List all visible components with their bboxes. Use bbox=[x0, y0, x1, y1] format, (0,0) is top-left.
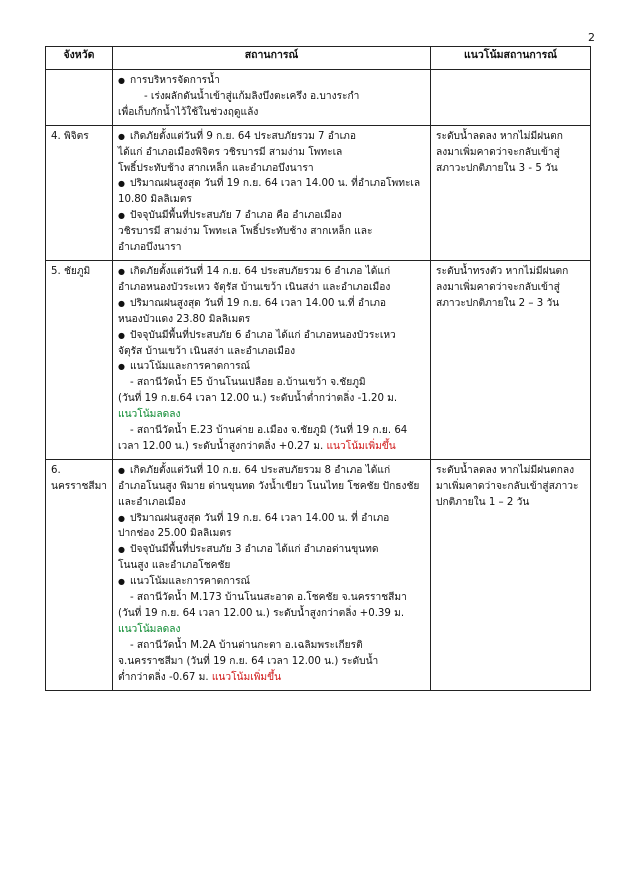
text-line: ระดับน้ำลดลง หากไม่มีฝนตกลง bbox=[436, 464, 575, 476]
text-line: (วันที่ 19 ก.ย. 64 เวลา 12.00 น.) ระดับน้ำสูงกว่าตลิ่ง +0.39 ม. bbox=[118, 608, 405, 619]
province-cell bbox=[46, 70, 113, 126]
header-situation: สถานการณ์ bbox=[113, 47, 431, 70]
text-line: - เร่งผลักดันน้ำเข้าสู่แก้มลิงบึงตะเครึง อ.บางระกำ bbox=[144, 90, 360, 102]
text-line: สภาวะปกติภายใน 2 – 3 วัน bbox=[436, 297, 560, 309]
situation-table bbox=[45, 46, 591, 691]
trend-label-decrease: แนวโน้มลดลง bbox=[118, 623, 181, 635]
text-line: โพธิ์ประทับช้าง สากเหล็ก และอำเภอบึงนารา bbox=[118, 162, 314, 174]
bullet-item: ● ปัจจุบันมีพื้นที่ประสบภัย 7 อำเภอ คือ อำเภอเมือง bbox=[118, 208, 425, 224]
situation-cell bbox=[113, 125, 431, 260]
bullet-item: ● ปริมาณฝนสูงสุด วันที่ 19 ก.ย. 64 เวลา 14.00 น. ที่ อำเภอ bbox=[118, 511, 425, 527]
trend-label-decrease: แนวโน้มลดลง bbox=[118, 409, 181, 421]
text-line: จัตุรัส บ้านเขว้า เนินสง่า และอำเภอเมือง bbox=[118, 345, 296, 357]
text-line: อำเภอบึงนารา bbox=[118, 242, 182, 254]
text-line: - สถานีวัดน้ำ M.173 บ้านโนนสะอาด อ.โชคชัย จ.นครราชสีมา bbox=[130, 592, 407, 604]
text-line: หนองบัวแดง 23.80 มิลลิเมตร bbox=[118, 313, 251, 325]
text-line: ลงมาเพิ่มคาดว่าจะกลับเข้าสู่ bbox=[436, 146, 560, 158]
trend-label-increase: แนวโน้มเพิ่มขึ้น bbox=[211, 671, 282, 683]
province-cell: 6. นครราชสีมา bbox=[46, 459, 113, 690]
header-trend: แนวโน้มสถานการณ์ bbox=[431, 47, 591, 70]
text-line: (วันที่ 19 ก.ย.64 เวลา 12.00 น.) ระดับน้ำต่ำกว่าตลิ่ง -1.20 ม. bbox=[118, 393, 398, 405]
trend-cell bbox=[431, 125, 591, 260]
text-line: เวลา 12.00 น.) ระดับน้ำสูงกว่าตลิ่ง +0.27 ม. แนวโน้มเพิ่มขึ้น bbox=[118, 440, 396, 452]
bullet-item: ● เกิดภัยตั้งแต่วันที่ 10 ก.ย. 64 ประสบภัยรวม 8 อำเภอ ได้แก่ bbox=[118, 463, 425, 479]
table-header-row bbox=[46, 47, 591, 70]
bullet-item: ● เกิดภัยตั้งแต่วันที่ 14 ก.ย. 64 ประสบภัยรวม 6 อำเภอ ได้แก่ bbox=[118, 264, 425, 280]
text-line: ต่ำกว่าตลิ่ง -0.67 ม. แนวโน้มเพิ่มขึ้น bbox=[118, 671, 282, 683]
bullet-item: ● ปริมาณฝนสูงสุด วันที่ 19 ก.ย. 64 เวลา 14.00 น. ที่อำเภอโพทะเล bbox=[118, 176, 425, 192]
bullet-item: ● เกิดภัยตั้งแต่วันที่ 9 ก.ย. 64 ประสบภัยรวม 7 อำเภอ bbox=[118, 129, 425, 145]
text-line: ระดับน้ำลดลง หากไม่มีฝนตก bbox=[436, 130, 563, 142]
trend-cell bbox=[431, 260, 591, 459]
bullet-item: ● แนวโน้มและการคาดการณ์ bbox=[118, 574, 425, 590]
text-line: ระดับน้ำทรงตัว หากไม่มีฝนตก bbox=[436, 265, 569, 277]
text-line: มาเพิ่มคาดว่าจะกลับเข้าสู่สภาวะ bbox=[436, 480, 579, 492]
header-province: จังหวัด bbox=[46, 47, 113, 70]
bullet-item: ● ปัจจุบันมีพื้นที่ประสบภัย 6 อำเภอ ได้แก่ อำเภอหนองบัวระเหว bbox=[118, 328, 425, 344]
bullet-item: ● การบริหารจัดการน้ำ bbox=[118, 73, 425, 89]
table-row bbox=[46, 125, 591, 260]
table-row bbox=[46, 70, 591, 126]
text-line: - สถานีวัดน้ำ E5 บ้านโนนเปลือย อ.บ้านเขว้า จ.ชัยภูมิ bbox=[130, 377, 366, 389]
text-line: - สถานีวัดน้ำ E.23 บ้านค่าย อ.เมือง จ.ชัยภูมิ (วันที่ 19 ก.ย. 64 bbox=[130, 425, 408, 437]
province-cell: 5. ชัยภูมิ bbox=[46, 260, 113, 459]
bullet-item: ● แนวโน้มและการคาดการณ์ bbox=[118, 359, 425, 375]
table-row bbox=[46, 459, 591, 690]
text-line: อำเภอหนองบัวระเหว จัตุรัส บ้านเขว้า เนินสง่า และอำเภอเมือง bbox=[118, 281, 391, 293]
text-line: สภาวะปกติภายใน 3 - 5 วัน bbox=[436, 162, 558, 174]
text-line: - สถานีวัดน้ำ M.2A บ้านด่านกะตา อ.เฉลิมพระเกียรติ bbox=[130, 639, 363, 651]
situation-cell bbox=[113, 260, 431, 459]
text-line: วชิรบารมี สามง่าม โพทะเล โพธิ์ประทับช้าง สากเหล็ก และ bbox=[118, 226, 373, 238]
text-line: จ.นครราชสีมา (วันที่ 19 ก.ย. 64 เวลา 12.00 น.) ระดับน้ำ bbox=[118, 655, 379, 667]
page-number: 2 bbox=[588, 31, 595, 44]
text-line: 10.80 มิลลิเมตร bbox=[118, 194, 192, 206]
text-line: เพื่อเก็บกักน้ำไว้ใช้ในช่วงฤดูแล้ง bbox=[118, 106, 259, 118]
trend-label-increase: แนวโน้มเพิ่มขึ้น bbox=[326, 440, 396, 452]
province-cell: 4. พิจิตร bbox=[46, 125, 113, 260]
text-line: ปกติภายใน 1 – 2 วัน bbox=[436, 496, 530, 508]
text-line: ปากช่อง 25.00 มิลลิเมตร bbox=[118, 528, 232, 540]
text-line: โนนสูง และอำเภอโชคชัย bbox=[118, 560, 231, 572]
text-line: ได้แก่ อำเภอเมืองพิจิตร วชิรบารมี สามง่าม โพทะเล bbox=[118, 146, 343, 158]
situation-cell bbox=[113, 459, 431, 690]
situation-cell bbox=[113, 70, 431, 126]
text-line: อำเภอโนนสูง พิมาย ด่านขุนทด วังน้ำเขียว โนนไทย โชคชัย ปักธงชัย bbox=[118, 480, 420, 492]
text-line: ลงมาเพิ่มคาดว่าจะกลับเข้าสู่ bbox=[436, 281, 560, 293]
bullet-item: ● ปัจจุบันมีพื้นที่ประสบภัย 3 อำเภอ ได้แก่ อำเภอด่านขุนทด bbox=[118, 542, 425, 558]
table-row bbox=[46, 260, 591, 459]
bullet-item: ● ปริมาณฝนสูงสุด วันที่ 19 ก.ย. 64 เวลา 14.00 น.ที่ อำเภอ bbox=[118, 296, 425, 312]
trend-cell bbox=[431, 70, 591, 126]
text-line: และอำเภอเมือง bbox=[118, 496, 186, 508]
trend-cell bbox=[431, 459, 591, 690]
